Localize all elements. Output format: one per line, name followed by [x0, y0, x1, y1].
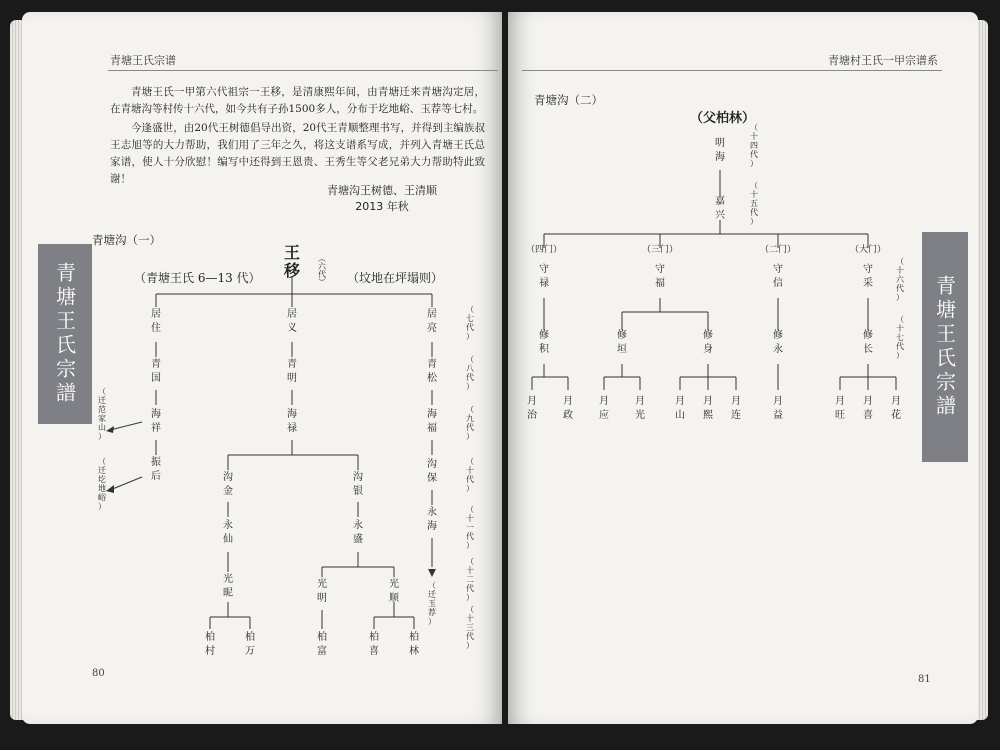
svg-text:（: （	[750, 123, 758, 132]
svg-text:松: 松	[427, 373, 437, 384]
svg-text:代: 代	[896, 284, 904, 293]
tree-node-b-1	[287, 357, 297, 384]
svg-text:村: 村	[205, 646, 215, 657]
section-label-1: 青塘沟（一）	[92, 233, 161, 247]
svg-text:荐: 荐	[428, 608, 436, 617]
tree-node-b1-1	[223, 519, 233, 545]
svg-text:积: 积	[539, 344, 549, 355]
gen-label-left-1	[466, 355, 474, 391]
svg-text:青: 青	[287, 359, 297, 370]
tree2-great-1-0-0	[599, 395, 609, 421]
svg-text:迁: 迁	[428, 590, 436, 599]
svg-text:代: 代	[750, 208, 758, 217]
door-label-1: （三门）	[641, 245, 679, 255]
tree-node-b1-0	[223, 470, 233, 497]
svg-text:十: 十	[466, 614, 474, 623]
svg-text:一: 一	[466, 523, 474, 532]
svg-text:代: 代	[466, 323, 474, 332]
svg-text:月: 月	[891, 396, 901, 407]
svg-text:（: （	[466, 457, 474, 466]
gen-label-left-3	[466, 457, 474, 493]
svg-text:十: 十	[750, 132, 758, 141]
svg-text:福: 福	[655, 278, 665, 289]
svg-text:）: ）	[466, 432, 474, 441]
svg-text:万: 万	[245, 646, 255, 657]
gen-label-right-3	[896, 315, 904, 360]
svg-text:青: 青	[151, 359, 161, 370]
side-tab-left: 青塘王氏宗譜	[38, 244, 92, 424]
tree-node-b2-grand-1	[369, 630, 379, 657]
tree-node-b-2	[287, 407, 297, 434]
svg-text:十: 十	[466, 466, 474, 475]
svg-text:光: 光	[223, 574, 233, 585]
door-label-2: （二门）	[759, 245, 797, 255]
svg-text:昵: 昵	[223, 588, 233, 599]
svg-text:光: 光	[317, 579, 327, 590]
svg-text:福: 福	[427, 423, 437, 434]
svg-text:代: 代	[466, 632, 474, 641]
svg-text:（: （	[466, 605, 474, 614]
svg-text:月: 月	[731, 396, 741, 407]
tree-node-b1-child-1	[245, 630, 255, 657]
tree-node-c-4	[427, 506, 437, 532]
svg-text:信: 信	[773, 278, 783, 289]
svg-text:银: 银	[353, 486, 363, 497]
svg-text:盛: 盛	[353, 534, 363, 545]
svg-text:修: 修	[617, 330, 627, 341]
svg-text:政: 政	[563, 410, 573, 421]
tree-root-name-1: 王	[283, 243, 301, 262]
page-number-right: 81	[918, 674, 931, 685]
tree2-great-1-1-1	[703, 395, 714, 421]
signature-date: 2013 年秋	[355, 200, 409, 213]
svg-text:光: 光	[635, 410, 645, 421]
tree-node-b2-1	[353, 519, 363, 545]
svg-text:居: 居	[151, 309, 161, 320]
svg-text:柏: 柏	[317, 632, 327, 643]
svg-text:十: 十	[896, 266, 904, 275]
tree2-great-3-0-2	[891, 395, 901, 421]
tree2-grandson-0-0	[539, 328, 550, 355]
svg-text:海: 海	[151, 409, 161, 420]
svg-text:嘉: 嘉	[715, 196, 725, 207]
svg-text:柏: 柏	[409, 632, 419, 643]
svg-text:（: （	[466, 505, 474, 514]
tree2-gen15	[715, 194, 726, 221]
svg-text:四: 四	[750, 141, 758, 150]
tree2-grandson-1-0	[617, 328, 627, 355]
svg-text:七: 七	[466, 314, 474, 323]
svg-text:修: 修	[863, 330, 873, 341]
svg-text:后: 后	[151, 471, 161, 482]
svg-text:六: 六	[896, 275, 904, 284]
door-label-0: （四门）	[525, 245, 563, 255]
svg-text:）: ）	[466, 484, 474, 493]
svg-text:兴: 兴	[715, 210, 725, 221]
svg-text:沟: 沟	[223, 472, 233, 483]
tree-node-b2-grand-0	[317, 630, 327, 657]
tree2-great-1-0-1	[635, 395, 645, 421]
svg-text:十: 十	[896, 324, 904, 333]
svg-text:长: 长	[863, 344, 873, 355]
svg-text:（: （	[750, 181, 758, 190]
tree-node-b-0	[287, 308, 297, 334]
tree2-gen14	[715, 137, 725, 163]
migration-note-1	[98, 387, 106, 441]
svg-text:代: 代	[466, 373, 474, 382]
svg-text:顺: 顺	[389, 593, 399, 604]
svg-text:月: 月	[703, 396, 713, 407]
svg-text:代: 代	[466, 584, 474, 593]
svg-text:）: ）	[98, 502, 106, 511]
gen-label-left-6	[466, 605, 474, 650]
svg-text:柏: 柏	[245, 632, 255, 643]
gen-label-left-2	[466, 405, 474, 441]
svg-text:守: 守	[863, 264, 873, 275]
svg-text:永: 永	[223, 520, 233, 531]
tree2-great-1-1-2	[731, 395, 741, 421]
svg-text:旺: 旺	[835, 410, 845, 421]
svg-text:（: （	[98, 457, 106, 466]
migration-note-3	[428, 581, 436, 626]
svg-text:喜: 喜	[369, 646, 379, 657]
gen-label-left-4	[466, 505, 474, 550]
tree2-son-0	[539, 262, 549, 289]
tree-node-b2-0	[353, 470, 363, 497]
gen-label-left-5	[466, 557, 474, 602]
svg-text:山: 山	[675, 410, 685, 421]
gen-label-left-0	[466, 305, 474, 341]
svg-text:）: ）	[896, 351, 904, 360]
tree-node-c-2	[427, 407, 437, 434]
intro-paragraph-2: 今逢盛世，由20代王树德倡导出资，20代王青顺整理书写，并得到主编族叔王志旭等的大力帮助，我们用了三年之久，将这支谱系写成，并列入青塘王氏总家谱，使人十分欣慰！编写中还得到王恩贵、王秀生等父老兄弟大力帮助特此致谢！	[110, 122, 485, 185]
svg-text:光: 光	[389, 579, 399, 590]
svg-text:垣: 垣	[617, 344, 627, 355]
svg-text:（: （	[466, 305, 474, 314]
svg-text:）: ）	[466, 382, 474, 391]
tree-node-a-2	[151, 407, 161, 434]
svg-text:月: 月	[863, 396, 873, 407]
svg-text:）: ）	[466, 332, 474, 341]
svg-text:（: （	[428, 581, 436, 590]
tree2-great-3-0-1	[863, 395, 873, 421]
svg-text:）: ）	[466, 593, 474, 602]
svg-text:十: 十	[750, 190, 758, 199]
tree2-son-2	[773, 262, 783, 289]
svg-text:玉: 玉	[428, 599, 436, 608]
svg-text:采: 采	[863, 278, 873, 289]
svg-text:八: 八	[466, 364, 474, 373]
svg-text:月: 月	[527, 396, 537, 407]
svg-text:明: 明	[317, 593, 327, 604]
svg-text:海: 海	[287, 409, 297, 420]
svg-text:亮: 亮	[427, 323, 437, 334]
tree2-great-3-0-0	[835, 395, 845, 421]
svg-text:益: 益	[773, 410, 783, 421]
svg-text:月: 月	[599, 396, 609, 407]
side-tab-right: 青塘王氏宗譜	[922, 232, 968, 462]
svg-text:迁: 迁	[98, 466, 106, 475]
tree-node-a-0	[151, 308, 161, 334]
section-label-2: 青塘沟（二）	[534, 93, 603, 107]
intro-paragraph-1: 青塘王氏一甲第六代祖宗一王移，是清康熙年间，由青塘迁来青塘沟定居，在青塘沟等村传十六代，如今共有子孙1500多人，分布于圪地峪、玉荐等七村。	[110, 86, 485, 115]
svg-text:代: 代	[466, 423, 474, 432]
tree2-grandson-3-0	[863, 328, 873, 355]
svg-text:（: （	[466, 405, 474, 414]
tree-node-b2-child-0	[317, 577, 327, 604]
svg-text:仙: 仙	[223, 534, 233, 545]
svg-text:守: 守	[773, 264, 783, 275]
svg-text:范: 范	[98, 405, 106, 414]
svg-text:修: 修	[539, 330, 549, 341]
family-tree-2	[508, 12, 978, 724]
svg-text:沟: 沟	[353, 472, 363, 483]
tree-root-name-2: 移	[283, 261, 301, 280]
svg-text:七: 七	[896, 333, 904, 342]
tree-node-b1-2	[223, 572, 233, 599]
svg-text:九: 九	[466, 414, 474, 423]
svg-text:柏: 柏	[369, 632, 379, 643]
svg-text:）: ）	[896, 293, 904, 302]
tree-node-b2-grand-2	[409, 630, 419, 657]
svg-text:二: 二	[466, 575, 474, 584]
svg-text:应: 应	[599, 410, 609, 421]
tree2-son-3	[863, 262, 873, 289]
svg-text:三: 三	[466, 623, 474, 632]
svg-text:迁: 迁	[98, 396, 106, 405]
left-page	[22, 12, 502, 724]
svg-text:柏: 柏	[205, 632, 215, 643]
father-label: （父柏林）	[690, 111, 756, 126]
svg-text:代: 代	[750, 150, 758, 159]
svg-text:（: （	[466, 557, 474, 566]
svg-text:永: 永	[427, 507, 437, 518]
svg-text:青: 青	[427, 359, 437, 370]
tree-right-note: （坟地在坪塌则）	[347, 271, 444, 285]
tree2-son-1	[655, 262, 665, 289]
svg-text:熙: 熙	[703, 410, 713, 421]
svg-text:振: 振	[151, 457, 161, 468]
svg-text:保: 保	[427, 473, 437, 484]
svg-text:（: （	[896, 315, 904, 324]
svg-text:）: ）	[466, 641, 474, 650]
svg-text:富: 富	[317, 646, 327, 657]
signature-names: 青塘沟王树德、王清顺	[327, 184, 437, 197]
svg-text:圪: 圪	[98, 475, 106, 484]
svg-text:明: 明	[715, 138, 725, 149]
svg-text:林: 林	[409, 646, 419, 657]
tree2-great-1-1-0	[675, 395, 685, 421]
tree2-grandson-1-1	[703, 328, 713, 355]
svg-text:治: 治	[527, 410, 537, 421]
svg-text:守: 守	[539, 264, 549, 275]
svg-text:花: 花	[891, 410, 901, 421]
tree-left-note: （青塘王氏 6—13 代）	[134, 271, 261, 285]
page-number-left: 80	[92, 668, 105, 679]
tree-node-c-3	[427, 457, 437, 484]
svg-text:金: 金	[223, 486, 233, 497]
tree-node-c-1	[427, 357, 438, 384]
svg-text:地: 地	[98, 484, 106, 493]
svg-text:峪: 峪	[98, 493, 106, 502]
tree-node-b2-child-1	[389, 577, 400, 604]
family-tree-1	[22, 12, 502, 724]
right-page	[508, 12, 978, 724]
svg-text:山: 山	[98, 423, 106, 432]
svg-text:守: 守	[655, 264, 665, 275]
svg-text:喜: 喜	[863, 410, 873, 421]
svg-text:）: ）	[750, 217, 758, 226]
running-head-right: 青塘村王氏一甲宗谱系	[828, 54, 938, 67]
svg-text:代: 代	[896, 342, 904, 351]
svg-text:（: （	[466, 355, 474, 364]
svg-text:）: ）	[428, 617, 436, 626]
svg-text:海: 海	[427, 409, 437, 420]
svg-text:（: （	[896, 257, 904, 266]
tree-node-a-3	[151, 455, 161, 482]
tree-node-a-1	[151, 357, 161, 384]
svg-text:五: 五	[750, 199, 758, 208]
svg-text:永: 永	[353, 520, 363, 531]
svg-text:十: 十	[466, 566, 474, 575]
svg-text:居: 居	[287, 309, 297, 320]
svg-text:代: 代	[466, 532, 474, 541]
svg-text:海: 海	[427, 521, 437, 532]
running-head-left: 青塘王氏宗谱	[110, 54, 176, 67]
tree2-grandson-2-0	[773, 328, 783, 355]
migration-note-2	[98, 457, 107, 511]
svg-text:修: 修	[703, 330, 713, 341]
svg-text:海: 海	[715, 152, 725, 163]
svg-text:月: 月	[635, 396, 645, 407]
svg-text:身: 身	[703, 344, 713, 355]
svg-text:祥: 祥	[151, 423, 161, 434]
svg-text:十: 十	[466, 514, 474, 523]
svg-text:家: 家	[98, 414, 106, 423]
svg-text:月: 月	[773, 396, 783, 407]
gen-label-right-0	[750, 123, 758, 168]
svg-text:明: 明	[287, 373, 297, 384]
svg-text:沟: 沟	[427, 459, 437, 470]
svg-text:）: ）	[466, 541, 474, 550]
gen-label-right-1	[750, 181, 758, 226]
tree2-great-0-0-1	[563, 395, 573, 421]
tree2-great-2-0-0	[773, 395, 783, 421]
root-gen-label: （六代）	[317, 254, 327, 286]
svg-text:禄: 禄	[539, 278, 549, 289]
tree-node-b1-child-0	[205, 630, 215, 657]
svg-text:（: （	[98, 387, 106, 396]
svg-text:住: 住	[151, 323, 161, 334]
svg-text:月: 月	[835, 396, 845, 407]
svg-text:月: 月	[563, 396, 573, 407]
svg-text:）: ）	[750, 159, 758, 168]
svg-text:永: 永	[773, 344, 783, 355]
svg-text:月: 月	[675, 396, 685, 407]
gen-label-right-2	[896, 257, 905, 302]
svg-text:义: 义	[287, 323, 297, 334]
tree-node-c-0	[427, 308, 437, 334]
svg-text:禄: 禄	[287, 423, 297, 434]
svg-text:国: 国	[151, 373, 161, 384]
svg-text:）: ）	[98, 432, 106, 441]
svg-text:修: 修	[773, 330, 783, 341]
door-label-3: （大门）	[849, 245, 887, 255]
svg-text:连: 连	[731, 410, 741, 421]
svg-text:居: 居	[427, 309, 437, 320]
svg-text:代: 代	[466, 475, 474, 484]
tree2-great-0-0-0	[527, 395, 538, 421]
